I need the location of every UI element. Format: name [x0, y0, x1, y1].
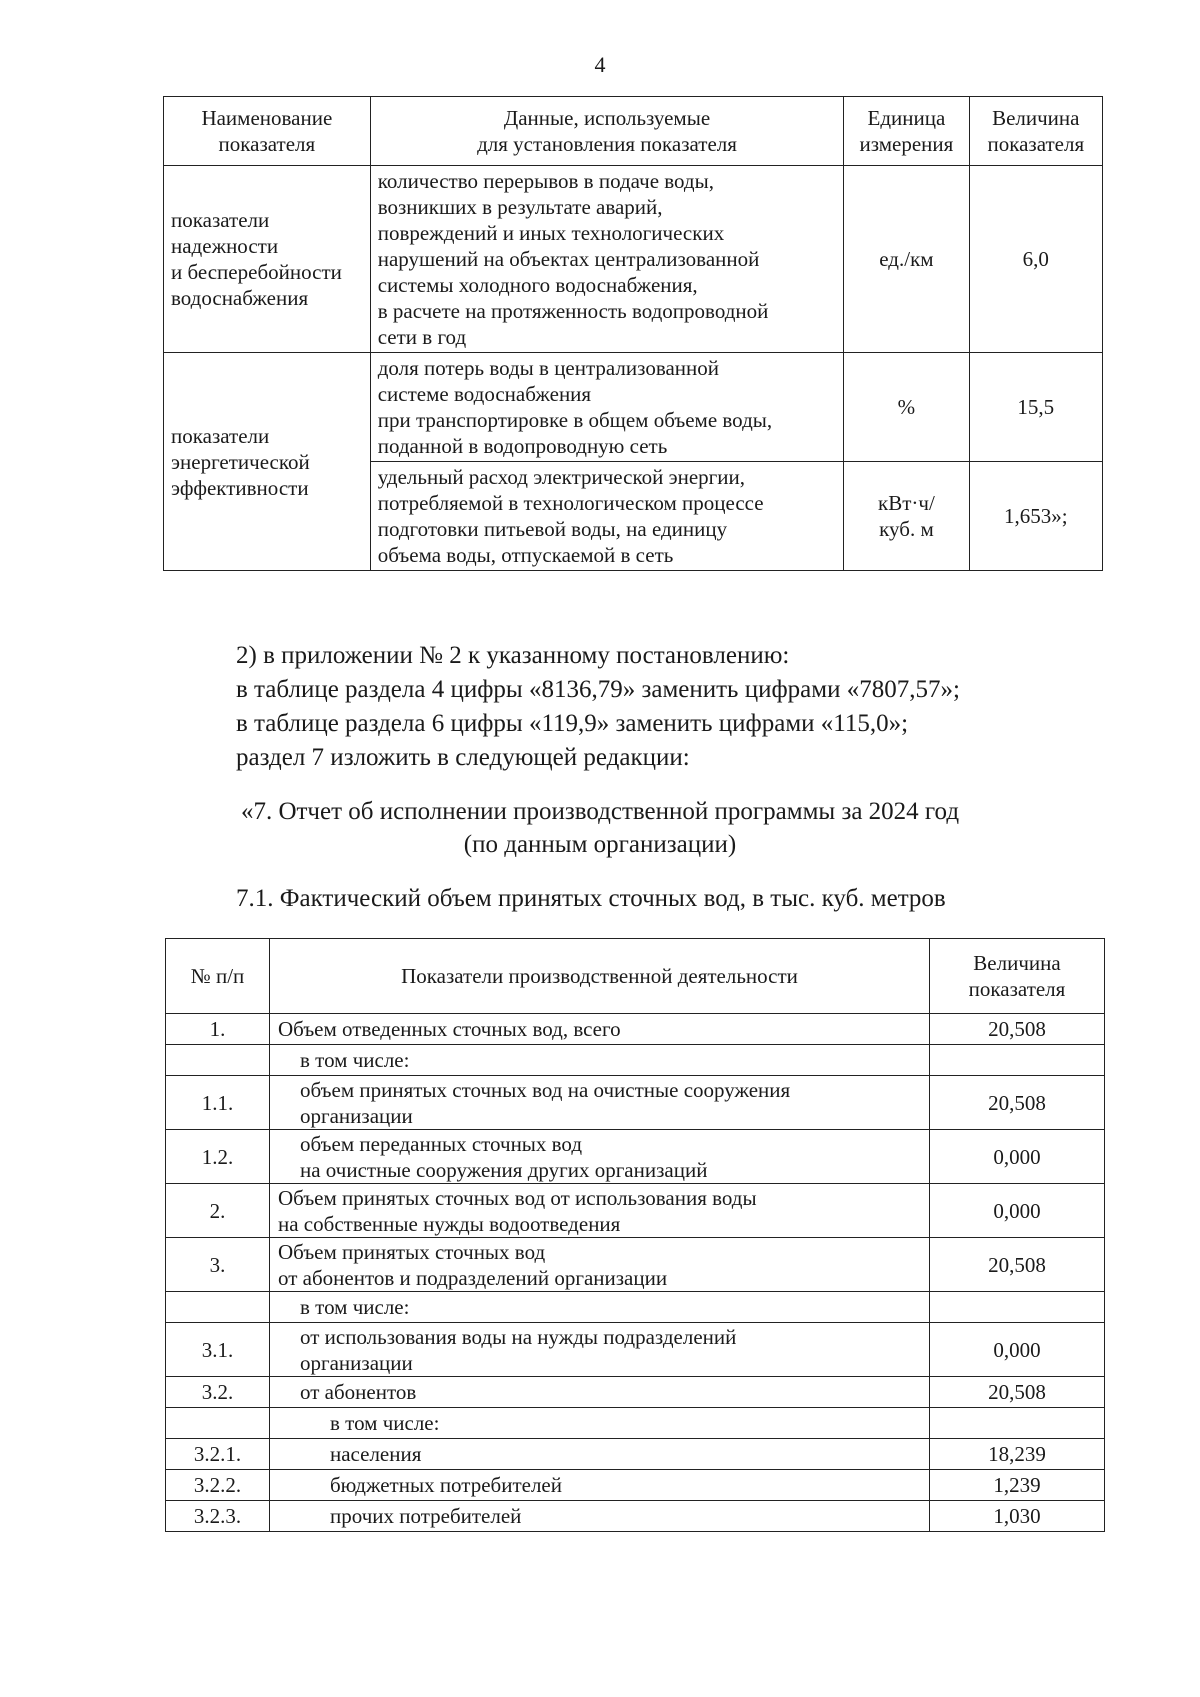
table-row — [166, 1470, 1105, 1501]
row-value — [930, 1408, 1105, 1439]
row-label: в том числе: — [270, 1045, 930, 1076]
table-row — [164, 166, 1103, 353]
row-label: бюджетных потребителей — [270, 1470, 930, 1501]
row-value: 18,239 — [930, 1439, 1105, 1470]
row-number: 3.2. — [166, 1377, 270, 1408]
row-number — [166, 1292, 270, 1323]
section-title: «7. Отчет об исполнении производственной программы за 2024 год — [240, 798, 960, 825]
unit-cell: ед./км — [844, 166, 969, 353]
row-value: 0,000 — [930, 1184, 1105, 1238]
row-value: 1,239 — [930, 1470, 1105, 1501]
amendment-line: 2) в приложении № 2 к указанному постановлению: — [236, 642, 790, 669]
row-label: прочих потребителей — [270, 1501, 930, 1532]
row-number: 3.2.3. — [166, 1501, 270, 1532]
table-row — [166, 1130, 1105, 1184]
row-label: Объем принятых сточных вод от использования воды на собственные нужды водоотведения — [270, 1184, 930, 1238]
row-number — [166, 1408, 270, 1439]
row-label: Объем принятых сточных вод от абонентов и подразделений организации — [270, 1238, 930, 1292]
table-row — [166, 1184, 1105, 1238]
row-value: 0,000 — [930, 1323, 1105, 1377]
subsection-title: 7.1. Фактический объем принятых сточных вод, в тыс. куб. метров — [236, 885, 946, 912]
header-number: № п/п — [166, 939, 270, 1014]
row-number: 1.2. — [166, 1130, 270, 1184]
row-label: Объем отведенных сточных вод, всего — [270, 1014, 930, 1045]
header-indicator-name: Наименование показателя — [164, 97, 371, 166]
table-header-row — [166, 939, 1105, 1014]
row-value: 0,000 — [930, 1130, 1105, 1184]
table-row — [166, 1238, 1105, 1292]
header-indicator: Показатели производственной деятельности — [270, 939, 930, 1014]
table-header-row — [164, 97, 1103, 166]
row-value — [930, 1292, 1105, 1323]
table-row — [166, 1501, 1105, 1532]
row-number: 3.1. — [166, 1323, 270, 1377]
row-number: 3. — [166, 1238, 270, 1292]
value-cell: 6,0 — [969, 166, 1102, 353]
unit-cell: кВт·ч/ куб. м — [844, 462, 969, 571]
row-label: в том числе: — [270, 1292, 930, 1323]
indicators-table — [163, 96, 1103, 571]
table-row — [166, 1076, 1105, 1130]
row-value: 20,508 — [930, 1014, 1105, 1045]
table-row — [164, 353, 1103, 462]
page-number: 4 — [594, 52, 606, 77]
row-value: 20,508 — [930, 1076, 1105, 1130]
section-title-note: (по данным организации) — [463, 831, 737, 858]
row-label: в том числе: — [270, 1408, 930, 1439]
header-unit: Единица измерения — [844, 97, 969, 166]
unit-cell: % — [844, 353, 969, 462]
table-row — [166, 1408, 1105, 1439]
amendment-line: в таблице раздела 4 цифры «8136,79» заменить цифрами «7807,57»; — [236, 676, 960, 703]
row-label: от использования воды на нужды подразделений организации — [270, 1323, 930, 1377]
table-row — [166, 1014, 1105, 1045]
table-row — [166, 1045, 1105, 1076]
header-value: Величина показателя — [969, 97, 1102, 166]
row-number: 2. — [166, 1184, 270, 1238]
row-value — [930, 1045, 1105, 1076]
row-number — [166, 1045, 270, 1076]
header-data-used: Данные, используемые для установления показателя — [370, 97, 844, 166]
row-value: 20,508 — [930, 1377, 1105, 1408]
wastewater-volume-table — [165, 938, 1105, 1532]
row-number: 3.2.2. — [166, 1470, 270, 1501]
row-number: 1.1. — [166, 1076, 270, 1130]
data-cell: доля потерь воды в централизованной системе водоснабжения при транспортировке в общем объеме воды, поданной в водопроводную сеть — [370, 353, 844, 462]
header-value: Величина показателя — [930, 939, 1105, 1014]
row-value: 20,508 — [930, 1238, 1105, 1292]
indicator-name-cell: показатели энергетической эффективности — [164, 353, 371, 571]
table-row — [166, 1323, 1105, 1377]
row-label: объем принятых сточных вод на очистные сооружения организации — [270, 1076, 930, 1130]
row-value: 1,030 — [930, 1501, 1105, 1532]
table-row — [166, 1439, 1105, 1470]
row-label: населения — [270, 1439, 930, 1470]
value-cell: 1,653»; — [969, 462, 1102, 571]
table-row — [166, 1292, 1105, 1323]
amendment-line: в таблице раздела 6 цифры «119,9» заменить цифрами «115,0»; — [236, 710, 909, 737]
table-row — [166, 1377, 1105, 1408]
row-number: 3.2.1. — [166, 1439, 270, 1470]
row-label: объем переданных сточных вод на очистные сооружения других организаций — [270, 1130, 930, 1184]
row-label: от абонентов — [270, 1377, 930, 1408]
row-number: 1. — [166, 1014, 270, 1045]
data-cell: удельный расход электрической энергии, потребляемой в технологическом процессе подготовки питьевой воды, на единицу объема воды, отпускаемой в сеть — [370, 462, 844, 571]
amendment-line: раздел 7 изложить в следующей редакции: — [236, 744, 690, 771]
value-cell: 15,5 — [969, 353, 1102, 462]
indicator-name-cell: показатели надежности и бесперебойности водоснабжения — [164, 166, 371, 353]
data-cell: количество перерывов в подаче воды, возникших в результате аварий, повреждений и иных технологических нарушений на объектах централизованной системы холодного водоснабжения, в расчете на протяженность водопроводной сети в год — [370, 166, 844, 353]
